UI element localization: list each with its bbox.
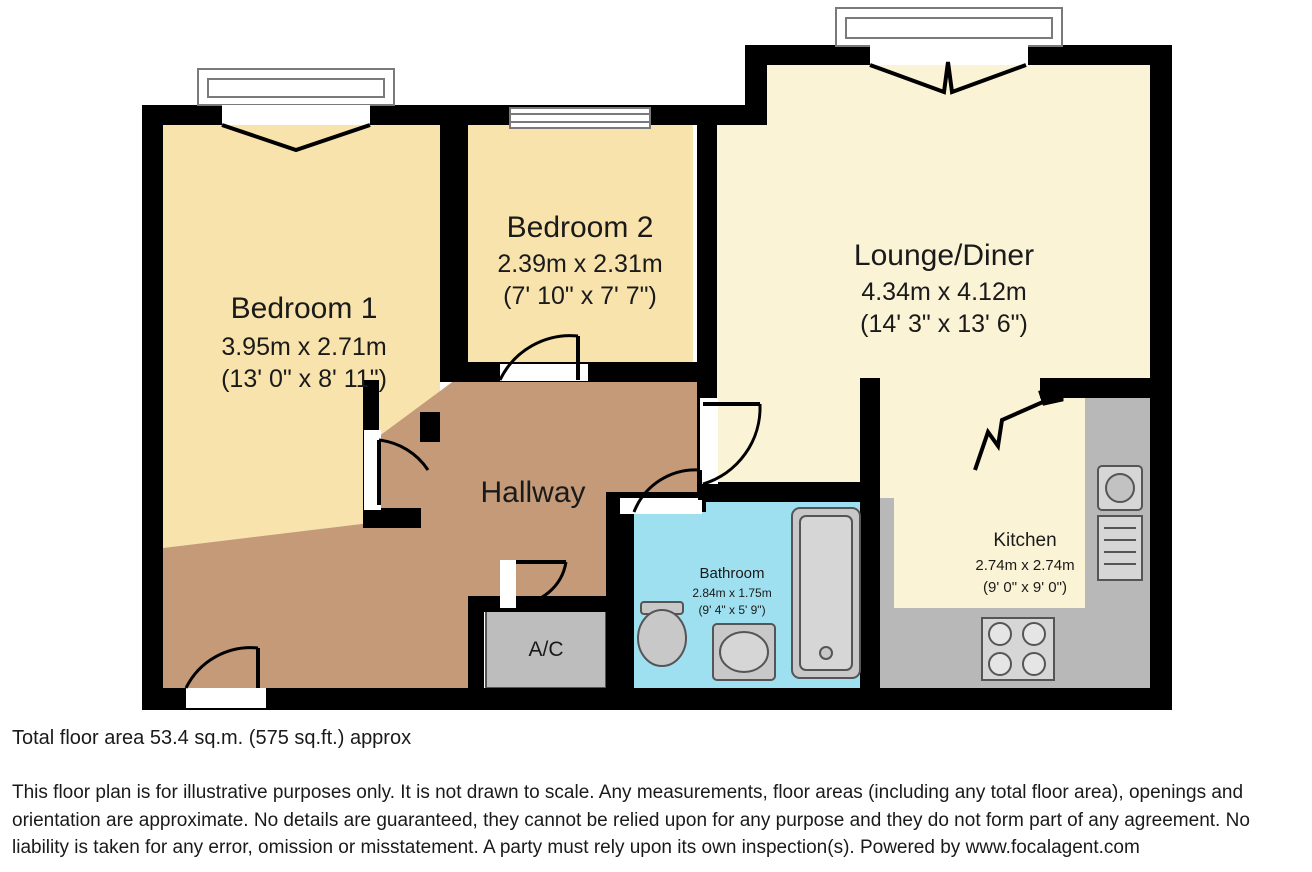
- room-name-bedroom2: Bedroom 2: [506, 211, 654, 244]
- room-label-hallway: [480, 476, 585, 509]
- room-label-ac: [528, 638, 563, 661]
- room-dim-metric-bedroom1: 3.95m x 2.71m: [221, 333, 387, 361]
- room-label-lounge: [854, 239, 1034, 338]
- footer: [0, 715, 1312, 862]
- room-name-hallway: Hallway: [480, 476, 586, 509]
- room-label-bedroom2: [497, 211, 662, 310]
- room-dim-imperial-bedroom1: (13' 0" x 8' 11"): [221, 365, 387, 393]
- room-name-lounge: Lounge/Diner: [853, 239, 1035, 272]
- room-dim-metric-bedroom2: 2.39m x 2.31m: [497, 250, 663, 278]
- room-name-kitchen: Kitchen: [993, 530, 1057, 551]
- room-label-bedroom1: [221, 292, 387, 393]
- room-dim-imperial-lounge: (14' 3" x 13' 6"): [860, 310, 1028, 338]
- room-dim-metric-kitchen: 2.74m x 2.74m: [975, 557, 1075, 574]
- total-floor-area-text: Total floor area 53.4 sq.m. (575 sq.ft.) approx: [12, 727, 412, 749]
- room-name-bedroom1: Bedroom 1: [230, 292, 378, 325]
- room-name-ac: A/C: [528, 638, 564, 661]
- room-dim-imperial-kitchen: (9' 0" x 9' 0"): [983, 579, 1067, 596]
- room-name-bathroom: Bathroom: [699, 565, 765, 582]
- disclaimer-text: This floor plan is for illustrative purposes only. It is not drawn to scale. Any measurements, floor areas (including any total floor area), openings and orientation are approximate. No details are guaranteed, they cannot be relied upon for any purpose and they do not form part of any agreement. No liability is taken for any error, omission or misstatement. A party must rely upon its own inspection(s). Powered by www.focalagent.com: [12, 782, 1250, 859]
- room-dim-imperial-bedroom2: (7' 10" x 7' 7"): [503, 282, 657, 310]
- room-dim-imperial-bathroom: (9' 4" x 5' 9"): [698, 603, 766, 617]
- room-dim-metric-bathroom: 2.84m x 1.75m: [692, 586, 772, 600]
- room-label-bathroom: [692, 565, 771, 617]
- room-dim-metric-lounge: 4.34m x 4.12m: [861, 278, 1027, 306]
- window-bedroom2: [510, 108, 650, 128]
